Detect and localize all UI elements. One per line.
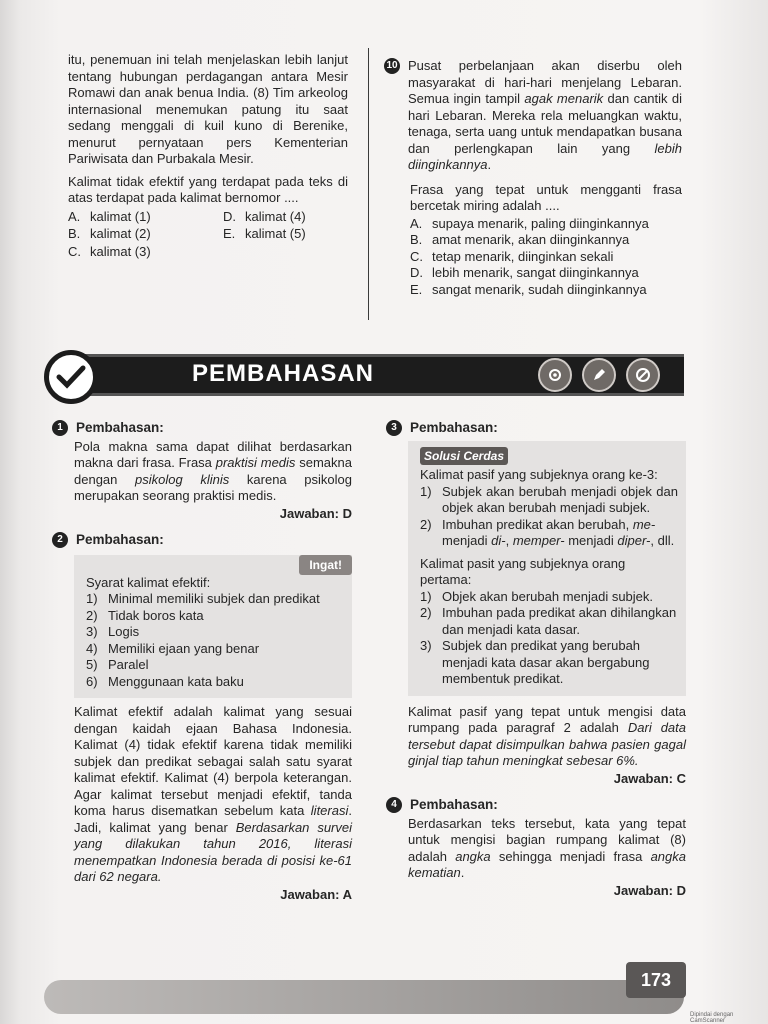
question-10-prompt: Frasa yang tepat untuk mengganti frasa bercetak miring adalah .... — [410, 181, 682, 213]
question-text: Kalimat tidak efektif yang terdapat pada teks di atas terdapat pada kalimat bernomor .... — [68, 173, 348, 205]
box-title: Kalimat pasit yang subjeknya orang pertama: — [420, 555, 626, 587]
gear-icon — [538, 358, 572, 392]
section-1-header: 1 Pembahasan: — [52, 420, 352, 437]
option-b[interactable]: B. kalimat (2) — [68, 226, 151, 241]
passage-text: itu, penemuan ini telah menjelaskan lebih lanjut tentang hubungan perdagangan antara Mesir Romawi dan anak benua India. (8) Tim arkeolog internasional menemukan patung itu saat sedang menggali di kuil kuno di Berenike, menurut pernyataan pers Kementerian Pariwisata dan Purbakala Mesir. — [68, 52, 348, 166]
answer-1: Jawaban: D — [279, 505, 352, 521]
bottom-left-column — [52, 420, 352, 913]
question-10 — [386, 58, 682, 298]
list-item: 2) Imbuhan pada predikat akan dihilangkan dan menjadi kata dasar. — [420, 605, 677, 637]
answer-2: Jawaban: A — [280, 886, 352, 902]
solusi-cerdas-box — [408, 441, 686, 696]
list-item: 6) Menggunaan kata baku — [86, 673, 244, 689]
q10-option-c[interactable]: C. tetap menarik, diinginkan sekali — [410, 248, 614, 264]
q10-option-b[interactable]: B. amat menarik, akan diinginkannya — [410, 232, 630, 247]
no-sign-icon — [626, 358, 660, 392]
section-3-text: Kalimat pasif yang tepat untuk mengisi data rumpang pada paragraf 2 adalah Dari data tersebut dapat disimpulkan bahwa pasien gagal ginjal tiap tahun meningkat sebesar 6%. — [408, 703, 687, 768]
ingat-box — [74, 555, 352, 699]
box-title: Kalimat pasif yang subjeknya orang ke-3: — [420, 467, 658, 482]
option-e[interactable]: E. kalimat (5) — [223, 226, 306, 241]
answer-3: Jawaban: C — [613, 770, 686, 786]
footer-bar — [44, 980, 684, 1014]
section-number-badge: 3 — [386, 420, 402, 436]
list-item: 1) Minimal memiliki subjek dan predikat — [86, 591, 320, 606]
ingat-badge: Ingat! — [299, 555, 352, 576]
section-1-text: Pola makna sama dapat dilihat berdasarkan makna dari frasa. Frasa praktisi medis semakna dengan psikolog klinis karena psikolog merupakan seorang praktisi medis. — [74, 438, 352, 503]
bottom-right-column — [386, 420, 686, 909]
column-divider — [368, 48, 369, 320]
answer-options — [68, 209, 348, 261]
list-item: 1) Subjek akan berubah menjadi objek dan objek akan berubah menjadi subjek. — [420, 483, 678, 515]
section-2-text: Kalimat efektif adalah kalimat yang sesuai dengan kaidah ejaan Bahasa Indonesia. Kalimat (4) tidak efektif karena tidak memiliki subjek dan predikat sebagai salah satu syarat kalimat efektif. Kalimat (4) berpola keterangan. Agar kalimat tersebut menjadi efektif, tanda koma harus disematkan sebelum kata literasi. Jadi, kalimat yang benar Berdasarkan survei yang dilakukan tahun 2016, literasi menempatkan Indonesia berada di posisi ke-61 dari 62 negara. — [74, 704, 352, 884]
section-number-badge: 4 — [386, 797, 402, 813]
section-2-header: 2 Pembahasan: — [52, 532, 164, 549]
list-item: 4) Memiliki ejaan yang benar — [86, 640, 260, 656]
section-number-badge: 1 — [52, 420, 68, 436]
pencil-icon — [582, 358, 616, 392]
option-d[interactable]: D. kalimat (4) — [223, 208, 306, 224]
section-4-header: 4 Pembahasan: — [386, 797, 686, 814]
question-number-badge: 10 — [384, 58, 400, 74]
list-item: 3) Logis — [86, 624, 140, 639]
section-number-badge: 2 — [52, 532, 68, 548]
question-10-options — [410, 216, 682, 299]
solusi-cerdas-badge: Solusi Cerdas — [420, 447, 508, 466]
page-number: 173 — [626, 962, 686, 998]
list-item: 1) Objek akan berubah menjadi subjek. — [420, 588, 654, 604]
answer-4: Jawaban: D — [613, 882, 686, 898]
scan-watermark: Dipindai dengan CamScanner — [690, 1012, 734, 1024]
pembahasan-banner — [44, 350, 684, 400]
top-left-column — [68, 52, 348, 260]
list-item: 2) Tidak boros kata — [86, 607, 204, 623]
list-item: 5) Paralel — [86, 657, 149, 672]
list-item: 2) Imbuhan predikat akan berubah, me- menjadi di-, memper- menjadi diper-, dll. — [420, 516, 675, 548]
box-title: Syarat kalimat efektif: — [86, 574, 211, 590]
section-3-header: 3 Pembahasan: — [386, 420, 686, 437]
question-10-text: Pusat perbelanjaan akan diserbu oleh masyarakat di hari-hari menjelang Lebaran. Semua ingin tampil agak menarik dan cantik di hari Lebaran. Mereka rela meluangkan waktu, tenaga, serta uang untuk mendapatkan busana dan perlengkapan lain yang lebih diinginkannya. — [408, 58, 682, 172]
option-a[interactable]: A. kalimat (1) — [68, 208, 151, 224]
q10-option-e[interactable]: E. sangat menarik, sudah diinginkannya — [410, 281, 647, 297]
q10-option-a[interactable]: A. supaya menarik, paling diinginkannya — [410, 215, 649, 231]
list-item: 3) Subjek dan predikat yang berubah menjadi kata dasar akan bergabung membentuk predikat. — [420, 638, 650, 686]
banner-title: PEMBAHASAN — [192, 360, 375, 387]
section-4-text: Berdasarkan teks tersebut, kata yang tepat untuk mengisi bagian rumpang kalimat (8) adalah angka sehingga menjadi frasa angka kematian. — [408, 815, 686, 880]
checkmark-icon — [44, 350, 98, 404]
q10-option-d[interactable]: D. lebih menarik, sangat diinginkannya — [410, 265, 639, 280]
option-c[interactable]: C. kalimat (3) — [68, 243, 151, 259]
